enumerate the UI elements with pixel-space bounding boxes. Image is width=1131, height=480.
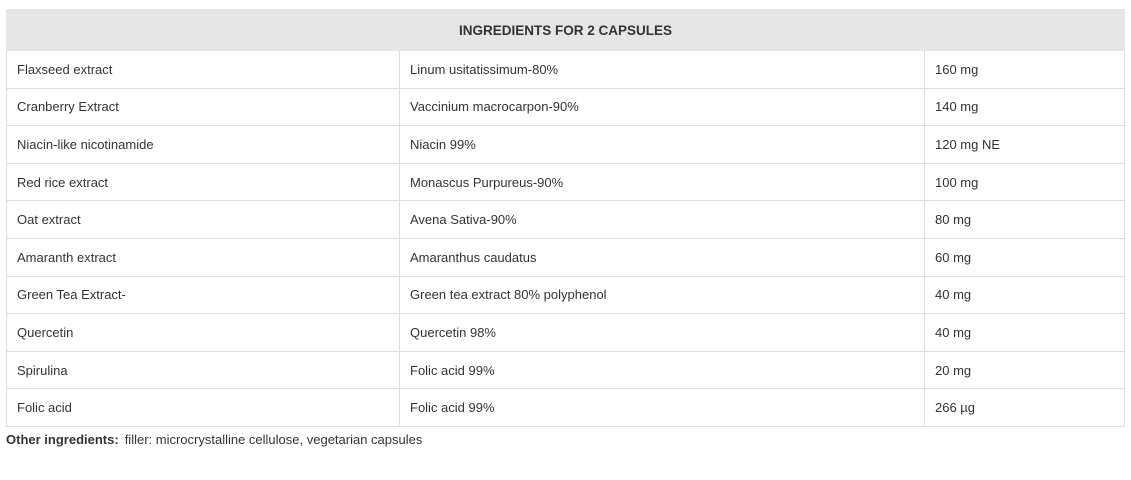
- ingredient-amount: 60 mg: [925, 238, 1125, 276]
- ingredient-name: Spirulina: [7, 351, 400, 389]
- table-row: [7, 314, 1125, 352]
- table-row: [7, 163, 1125, 201]
- ingredients-table-wrapper: [6, 9, 1124, 427]
- ingredient-source: Monascus Purpureus-90%: [400, 163, 925, 201]
- table-row: [7, 126, 1125, 164]
- ingredient-source: Vaccinium macrocarpon-90%: [400, 88, 925, 126]
- ingredient-amount: 40 mg: [925, 276, 1125, 314]
- ingredient-amount: 120 mg NE: [925, 126, 1125, 164]
- ingredient-name: Folic acid: [7, 389, 400, 427]
- ingredient-source: Avena Sativa-90%: [400, 201, 925, 239]
- ingredient-name: Flaxseed extract: [7, 51, 400, 89]
- table-header: INGREDIENTS FOR 2 CAPSULES: [7, 10, 1125, 51]
- ingredient-name: Oat extract: [7, 201, 400, 239]
- other-ingredients-label: Other ingredients:: [6, 432, 119, 447]
- ingredient-name: Amaranth extract: [7, 238, 400, 276]
- ingredient-name: Cranberry Extract: [7, 88, 400, 126]
- ingredient-source: Quercetin 98%: [400, 314, 925, 352]
- table-row: [7, 238, 1125, 276]
- table-row: [7, 201, 1125, 239]
- ingredient-source: Green tea extract 80% polyphenol: [400, 276, 925, 314]
- ingredient-name: Red rice extract: [7, 163, 400, 201]
- ingredient-name: Quercetin: [7, 314, 400, 352]
- table-row: [7, 389, 1125, 427]
- table-row: [7, 276, 1125, 314]
- ingredient-source: Niacin 99%: [400, 126, 925, 164]
- ingredient-source: Folic acid 99%: [400, 389, 925, 427]
- table-body: [7, 51, 1125, 427]
- ingredient-amount: 160 mg: [925, 51, 1125, 89]
- table-row: [7, 51, 1125, 89]
- ingredient-amount: 40 mg: [925, 314, 1125, 352]
- ingredient-amount: 100 mg: [925, 163, 1125, 201]
- table-row: [7, 351, 1125, 389]
- ingredient-amount: 80 mg: [925, 201, 1125, 239]
- ingredients-table: [6, 9, 1125, 427]
- ingredient-name: Niacin-like nicotinamide: [7, 126, 400, 164]
- ingredient-name: Green Tea Extract-: [7, 276, 400, 314]
- ingredient-source: Folic acid 99%: [400, 351, 925, 389]
- table-header-row: [7, 10, 1125, 51]
- ingredient-amount: 266 µg: [925, 389, 1125, 427]
- ingredient-source: Linum usitatissimum-80%: [400, 51, 925, 89]
- ingredient-source: Amaranthus caudatus: [400, 238, 925, 276]
- ingredient-amount: 140 mg: [925, 88, 1125, 126]
- ingredient-amount: 20 mg: [925, 351, 1125, 389]
- other-ingredients: [6, 432, 422, 447]
- table-row: [7, 88, 1125, 126]
- other-ingredients-text: filler: microcrystalline cellulose, vegetarian capsules: [124, 432, 423, 447]
